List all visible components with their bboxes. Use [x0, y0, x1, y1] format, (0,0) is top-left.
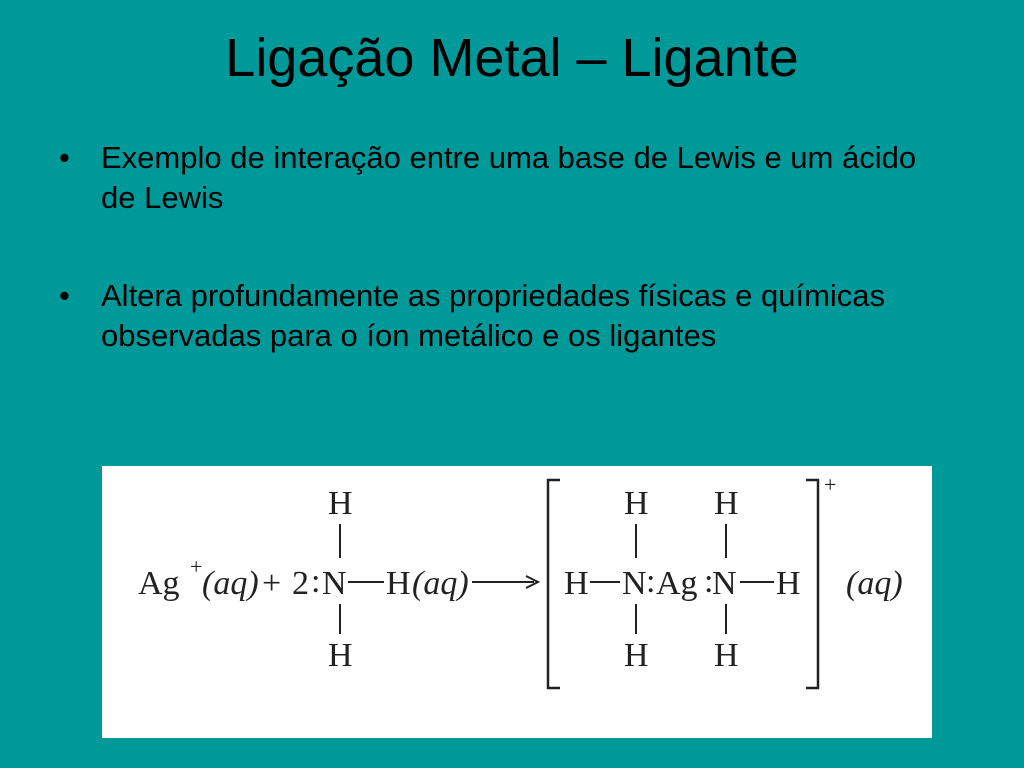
- complex-h-bottom-right: H: [714, 637, 739, 674]
- reactant-charge: +: [190, 554, 203, 579]
- chemical-equation-image: [102, 466, 932, 738]
- bullet-text: Altera profundamente as propriedades físicas e químicas observadas para o íon metálico e os ligantes: [101, 278, 886, 353]
- lone-pair-left: :: [646, 563, 656, 600]
- bullet-item: [55, 138, 955, 218]
- bullet-text: Exemplo de interação entre uma base de Lewis e um ácido de Lewis: [101, 140, 917, 215]
- lone-pair: :: [311, 563, 321, 600]
- ammonia-h-right: H: [386, 565, 411, 602]
- complex-state: (aq): [846, 565, 903, 602]
- chemical-equation-svg: [102, 466, 932, 738]
- complex-h-left: H: [564, 565, 589, 602]
- complex-metal: Ag: [656, 565, 698, 602]
- ammonia-nitrogen: N: [322, 565, 347, 602]
- reactant-metal: Ag: [138, 565, 180, 602]
- ammonia-h-top: H: [328, 485, 353, 522]
- complex-h-top-left: H: [624, 485, 649, 522]
- complex-h-bottom-left: H: [624, 637, 649, 674]
- complex-h-right: H: [776, 565, 801, 602]
- slide-title: Ligação Metal – Ligante: [225, 28, 799, 88]
- complex-nitrogen-left: N: [622, 565, 647, 602]
- bullet-item: [55, 276, 955, 356]
- reactant-state: (aq): [202, 565, 259, 602]
- ammonia-h-bottom: H: [328, 637, 353, 674]
- ligand-state: (aq): [412, 565, 469, 602]
- lone-pair-right: :: [704, 563, 714, 600]
- right-bracket: [806, 480, 818, 688]
- coefficient: 2: [292, 565, 309, 602]
- complex-nitrogen-right: N: [712, 565, 737, 602]
- plus-sign: +: [262, 565, 282, 602]
- left-bracket: [548, 480, 560, 688]
- bullet-marker: •: [59, 278, 70, 313]
- bullet-list: [55, 138, 955, 414]
- bullet-marker: •: [59, 140, 70, 175]
- complex-charge: +: [824, 472, 837, 497]
- complex-h-top-right: H: [714, 485, 739, 522]
